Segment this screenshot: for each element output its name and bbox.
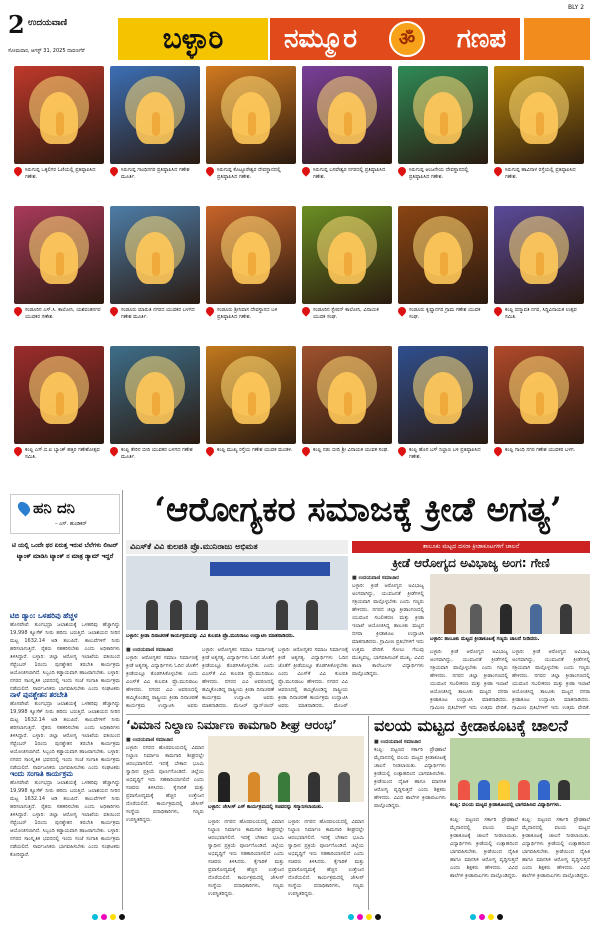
brief-heading: ಇಂದು ಸಂಗಾತಿ ಕಾರ್ಯಕ್ರಮ xyxy=(10,770,73,778)
photo-trunk xyxy=(344,252,352,276)
section-divider xyxy=(126,714,590,715)
gallery-caption-text: ಕಂಪ್ಲಿ ಮುಖ್ಯ ರಸ್ತೆಯ ಗಣೇಶ ಯುವಕ ಮಂಡಳಿ. xyxy=(217,447,293,453)
zonal-body-col2: ಕಂಪ್ಲಿ: ಪಟ್ಟಣದ ಸರ್ಕಾರಿ ಪ್ರೌಢಶಾಲೆ ಮೈದಾನದಲ್ಲಿ ವಲಯ ಮಟ್ಟದ ಕ್ರೀಡಾಕೂಟಕ್ಕೆ ಚಾಲನೆ ನೀಡಲಾಯಿತು. ವಿದ್ಯಾರ್ಥಿಗಳು ಕ್ರೀಡೆಯಲ್ಲಿ ಉತ್ಸಾಹದಿಂದ ಭಾಗವಹಿಸಬೇಕು. ಕ್ರೀಡೆಯಿಂದ ದೈಹಿಕ ಹಾಗೂ ಮಾನಸಿಕ ಆರೋಗ್ಯ ವೃದ್ಧಿಸುತ್ತದೆ ಎಂದು ಶಿಕ್ಷಕರು ಹೇಳಿದರು. ವಿವಿಧ ಶಾಲೆಗಳ ಕ್ರೀಡಾಪಟುಗಳು ಪಾಲ್ಗೊಂಡಿದ್ದರು. xyxy=(450,817,518,879)
right-body-text: ಬಳ್ಳಾರಿ: ಕ್ರೀಡೆ ಆರೋಗ್ಯದ ಅವಿಭಾಜ್ಯ ಅಂಗವಾಗಿದ್ದು, ಯುವಜನತೆ ಕ್ರೀಡೆಗಳಲ್ಲಿ ಸಕ್ರಿಯವಾಗಿ ಪಾಲ್ಗೊಳ್ಳಬೇಕು ಎಂದು ಗಣ್ಯರು ಹೇಳಿದರು. ನಗರದ ಜಿಲ್ಲಾ ಕ್ರೀಡಾಂಗಣದಲ್ಲಿ ಯುವಜನ ಸಬಲೀಕರಣ ಮತ್ತು ಕ್ರೀಡಾ ಇಲಾಖೆ ಆಯೋಜಿಸಿದ್ದ ತಾಲೂಕು ಮಟ್ಟದ ದಸರಾ ಕ್ರೀಡಾಕೂಟ ಉದ್ಘಾಟಿಸಿ ಮಾತನಾಡಿದರು. ಗ್ರಾಮೀಣ ಪ್ರತಿಭೆಗಳಿಗೆ ಇದು ಉತ್ತಮ ವೇದಿಕೆ. ಸೋಲು ಗೆಲುವು ಮುಖ್ಯವಲ್ಲ, ಭಾಗವಹಿಸುವಿಕೆ ಮುಖ್ಯ. ವಿವಿಧ ಶಾಲಾ ಕಾಲೇಜುಗಳ ವಿದ್ಯಾರ್ಥಿಗಳು ಪಾಲ್ಗೊಂಡಿದ್ದರು. xyxy=(352,583,424,677)
ganesha-photo xyxy=(110,66,200,164)
registration-marks xyxy=(92,914,125,920)
gallery-item xyxy=(398,66,488,181)
lead-photo-caption: ಬಳ್ಳಾರಿ: ಕ್ರೀಡಾ ದಿನಾಚರಣೆ ಕಾರ್ಯಕ್ರಮವನ್ನು ವಿವಿ ಕುಲಪತಿ ಪ್ರೊ.ಮುನಿರಾಜು ಉದ್ಘಾಟಿಸಿ ಮಾತನಾಡಿದರು. xyxy=(126,633,295,639)
gallery-item xyxy=(302,66,392,181)
gallery-item xyxy=(206,346,296,461)
registration-dot xyxy=(470,914,476,920)
zonal-body-col3: ಕಂಪ್ಲಿ: ಪಟ್ಟಣದ ಸರ್ಕಾರಿ ಪ್ರೌಢಶಾಲೆ ಮೈದಾನದಲ್ಲಿ ವಲಯ ಮಟ್ಟದ ಕ್ರೀಡಾಕೂಟಕ್ಕೆ ಚಾಲನೆ ನೀಡಲಾಯಿತು. ವಿದ್ಯಾರ್ಥಿಗಳು ಕ್ರೀಡೆಯಲ್ಲಿ ಉತ್ಸಾಹದಿಂದ ಭಾಗವಹಿಸಬೇಕು. ಕ್ರೀಡೆಯಿಂದ ದೈಹಿಕ ಹಾಗೂ ಮಾನಸಿಕ ಆರೋಗ್ಯ ವೃದ್ಧಿಸುತ್ತದೆ ಎಂದು ಶಿಕ್ಷಕರು ಹೇಳಿದರು. ವಿವಿಧ ಶಾಲೆಗಳ ಕ್ರೀಡಾಪಟುಗಳು ಪಾಲ್ಗೊಂಡಿದ್ದರು. xyxy=(522,817,590,879)
ganesha-photo xyxy=(14,206,104,304)
lead-subhead: ವಿಎಸ್‌ಕೆ ವಿವಿ ಕುಲಪತಿ ಪ್ರೊ.ಮುನಿರಾಜು ಅಭಿಮತ xyxy=(126,540,348,554)
dateline: ■ ಉದಯವಾಣಿ ಸಮಾಚಾರ xyxy=(126,737,173,743)
gallery-item xyxy=(494,346,584,461)
registration-dot xyxy=(348,914,354,920)
gallery-item xyxy=(110,346,200,461)
photo-trunk xyxy=(536,252,544,276)
photo-trunk xyxy=(344,392,352,416)
registration-dot xyxy=(119,914,125,920)
ganesha-photo xyxy=(398,346,488,444)
photo-trunk xyxy=(248,112,256,136)
gallery-item xyxy=(494,206,584,321)
photo-person xyxy=(306,600,318,630)
gallery-caption-text: ಸಂಡೂರು ಕೃಷ್ಣಾನಗರ ಗ್ರಾಮ ಗಣೇಶ ಯುವಕ ಸಂಘ. xyxy=(409,307,481,320)
banner-ornament xyxy=(524,18,590,60)
gallery-item xyxy=(302,206,392,321)
airport-body xyxy=(126,736,204,910)
airport-photo xyxy=(208,736,364,802)
brief-body: ಹೊಸಪೇಟೆ: ತುಂಗಭದ್ರಾ ಜಲಾಶಯಕ್ಕೆ ಒಳಹರಿವು ಹೆಚ್ಚಾಗಿದ್ದು 19,998 ಕ್ಯೂಸೆಕ್ ನೀರು ಹರಿದು ಬರುತ್ತಿದೆ. ಜಲಾಶಯದ ನೀರಿನ ಮಟ್ಟ 1632.14 ಅಡಿ ತಲುಪಿದೆ. ಕಾಲುವೆಗಳಿಗೆ ನೀರು ಹರಿಸಲಾಗುತ್ತಿದೆ. ರೈತರು ಸಹಕರಿಸಬೇಕು ಎಂದು ಅಧಿಕಾರಿಗಳು ತಿಳಿಸಿದ್ದಾರೆ. ಬಳ್ಳಾರಿ: ಜಿಲ್ಲಾ ಆರೋಗ್ಯ ಇಲಾಖೆಯ ವತಿಯಿಂದ ಸೆಪ್ಟೆಂಬರ್ 1ರಂದು ಪುನಶ್ಚೇತನ ತರಬೇತಿ ಕಾರ್ಯಕ್ರಮ ಆಯೋಜಿಸಲಾಗಿದೆ. ಸಿಬ್ಬಂದಿ ಕಡ್ಡಾಯವಾಗಿ ಹಾಜರಾಗಬೇಕು. ಬಳ್ಳಾರಿ: ನಗರದ ಸಾಂಸ್ಕೃತಿಕ ಭವನದಲ್ಲಿ ಇಂದು ಸಂಜೆ ಸಂಗಾತಿ ಕಾರ್ಯಕ್ರಮ ನಡೆಯಲಿದೆ. ಸಾರ್ವಜನಿಕರು ಭಾಗವಹಿಸಬೇಕು ಎಂದು ಸಂಘಟಕರು xyxy=(10,701,120,770)
right-body-col2: ಬಳ್ಳಾರಿ: ಕ್ರೀಡೆ ಆರೋಗ್ಯದ ಅವಿಭಾಜ್ಯ ಅಂಗವಾಗಿದ್ದು, ಯುವಜನತೆ ಕ್ರೀಡೆಗಳಲ್ಲಿ ಸಕ್ರಿಯವಾಗಿ ಪಾಲ್ಗೊಳ್ಳಬೇಕು ಎಂದು ಗಣ್ಯರು ಹೇಳಿದರು. ನಗರದ ಜಿಲ್ಲಾ ಕ್ರೀಡಾಂಗಣದಲ್ಲಿ ಯುವಜನ ಸಬಲೀಕರಣ ಮತ್ತು ಕ್ರೀಡಾ ಇಲಾಖೆ ಆಯೋಜಿಸಿದ್ದ ತಾಲೂಕು ಮಟ್ಟದ ದಸರಾ ಕ್ರೀಡಾಕೂಟ ಉದ್ಘಾಟಿಸಿ ಮಾತನಾಡಿದರು. ಗ್ರಾಮೀಣ ಪ್ರತಿಭೆಗಳಿಗೆ ಇದು ಉತ್ತಮ ವೇದಿಕೆ. xyxy=(430,649,508,710)
location-pin-icon xyxy=(206,167,216,177)
registration-dot xyxy=(479,914,485,920)
gallery-caption xyxy=(302,167,392,181)
registration-marks xyxy=(470,914,503,920)
ganesha-photo xyxy=(302,346,392,444)
photo-person xyxy=(248,772,260,802)
location-pin-icon xyxy=(14,307,24,317)
airport-headline: ‘ವಿಮಾನ ನಿಲ್ದಾಣ ನಿರ್ಮಾಣ ಕಾಮಗಾರಿ ಶೀಘ್ರ ಆರಂಭ’ xyxy=(126,718,337,732)
gallery-caption xyxy=(302,447,392,461)
gallery-item xyxy=(398,206,488,321)
brief-heading: ಟಿಬಿ ಡ್ಯಾಂ: ಒಳಹರಿವು ಹೆಚ್ಚಳ xyxy=(10,612,78,620)
page-number: 2 xyxy=(8,10,25,39)
location-pin-icon xyxy=(302,447,312,457)
photo-person xyxy=(500,604,512,634)
registration-dot xyxy=(488,914,494,920)
photo-trunk xyxy=(152,392,160,416)
ganesha-icon: ॐ xyxy=(389,21,425,57)
registration-dot xyxy=(497,914,503,920)
column-divider xyxy=(368,716,369,910)
ganesha-photo xyxy=(302,206,392,304)
registration-dot xyxy=(92,914,98,920)
gallery-caption xyxy=(206,447,296,461)
gallery-caption-text: ಕಂಪ್ಲಿ ಹೊಸ ಬಸ್ ನಿಲ್ದಾಣ ಬಳಿ ಪ್ರತಿಷ್ಠಾಪಿಸಿದ ಗಣೇಶ. xyxy=(409,447,481,460)
location-pin-icon xyxy=(206,447,216,457)
gallery-caption-text: ಸಂಡೂರು ಶ್ರೀನಿವಾಸ ದೇವಸ್ಥಾನದ ಬಳಿ ಪ್ರತಿಷ್ಠಾಪಿಸಿದ ಗಣೇಶ. xyxy=(217,307,278,320)
festival-title: ನಮ್ಮೂರ xyxy=(284,23,358,54)
photo-person xyxy=(338,772,350,802)
gallery-caption xyxy=(206,167,296,181)
dateline: ■ ಉದಯವಾಣಿ ಸಮಾಚಾರ xyxy=(352,575,399,581)
left-briefs xyxy=(10,612,120,908)
photo-person xyxy=(218,772,230,802)
gallery-caption-text: ಸಂಡೂರು ಮಾರುತಿ ನಗರದ ಯುವಕರ ಬಳಗದ ಗಣೇಶ ಮೂರ್ತಿ. xyxy=(121,307,195,320)
photo-person xyxy=(498,780,510,800)
ganesha-photo xyxy=(398,66,488,164)
ganesha-photo xyxy=(494,206,584,304)
photo-trunk xyxy=(440,252,448,276)
brand-name: ಉದಯವಾಣಿ xyxy=(28,18,68,28)
ganesha-photo xyxy=(494,346,584,444)
photo-trunk xyxy=(56,252,64,276)
zonal-photo xyxy=(450,738,590,800)
lead-body-col3: ಬಳ್ಳಾರಿ: ಆರೋಗ್ಯಕರ ಸಮಾಜ ನಿರ್ಮಾಣಕ್ಕೆ ಕ್ರೀಡೆ ಅತ್ಯಗತ್ಯ. ವಿದ್ಯಾರ್ಥಿಗಳು ಓದಿನ ಜೊತೆಗೆ ಕ್ರೀಡೆಯಲ್ಲೂ ತೊಡಗಿಸಿಕೊಳ್ಳಬೇಕು ಎಂದು ವಿಎಸ್‌ಕೆ ವಿವಿ ಕುಲಪತಿ ಪ್ರೊ.ಮುನಿರಾಜು ಹೇಳಿದರು. ನಗರದ ವಿವಿ ಆವರಣದಲ್ಲಿ ಹಮ್ಮಿಕೊಂಡಿದ್ದ ರಾಷ್ಟ್ರೀಯ ಕ್ರೀಡಾ ದಿನಾಚರಣೆ ಕಾರ್ಯಕ್ರಮ ಉದ್ಘಾಟಿಸಿ ಅವರು ಮಾತನಾಡಿದರು. ಮೇಜರ್ xyxy=(278,647,348,709)
photo-person xyxy=(276,600,288,630)
festival-banner xyxy=(270,18,520,60)
ganesha-photo xyxy=(206,346,296,444)
gallery-caption xyxy=(206,307,296,321)
column-divider xyxy=(122,490,123,910)
registration-dot xyxy=(357,914,363,920)
gallery-item xyxy=(206,206,296,321)
photo-person xyxy=(458,780,470,800)
ganesha-photo xyxy=(14,66,104,164)
ganesha-photo xyxy=(206,206,296,304)
gallery-caption-text: ಸಿರುಗುಪ್ಪ ಬಸವೇಶ್ವರ ನಗರದಲ್ಲಿ ಪ್ರತಿಷ್ಠಾಪಿಸಿದ ಗಣೇಶ. xyxy=(313,167,386,180)
zonal-headline: ವಲಯ ಮಟ್ಟದ ಕ್ರೀಡಾಕೂಟಕ್ಕೆ ಚಾಲನೆ xyxy=(374,716,568,735)
column-title: ಹನಿ ದನಿ xyxy=(33,499,75,517)
gallery-caption xyxy=(398,167,488,181)
photo-trunk xyxy=(248,252,256,276)
zonal-body xyxy=(374,738,446,910)
photo-person xyxy=(560,604,572,634)
gallery-item xyxy=(14,346,104,461)
gallery-caption-text: ಕಂಪ್ಲಿ ತೇರಿನ ಬೀದಿ ಯುವಕರ ಬಳಗದ ಗಣೇಶ ಮೂರ್ತಿ. xyxy=(121,447,193,460)
right-photo-caption: ಬಳ್ಳಾರಿ: ತಾಲೂಕು ಮಟ್ಟದ ಕ್ರೀಡಾಕೂಟಕ್ಕೆ ಗಣ್ಯರು ಚಾಲನೆ ನೀಡಿದರು. xyxy=(430,636,540,642)
location-pin-icon xyxy=(302,167,312,177)
location-pin-icon xyxy=(398,167,408,177)
poem-text: ಟಿ ಯಲ್ಲಿ ಒಂದೇ ಥರ ಏರುತ್ತ ಇರುವ ಬೆಲೆಗಳು ಲೀಟರ್ ಟ್ಯಾಂಕ್ ಮಾಡಿಸಿ ಟ್ಯಾಂಕ್ ನ ಮಾತ್ರ ಡ್ಯಾಮ್ ಇದ್ದರೆ xyxy=(11,542,119,560)
gallery-item xyxy=(14,66,104,181)
date-line: ಸೋಮವಾರ, ಆಗಸ್ಟ್ 31, 2025 ದಾವಣಗೆರೆ xyxy=(8,48,85,54)
lead-headline: ‘ಆರೋಗ್ಯಕರ ಸಮಾಜಕ್ಕೆ ಕ್ರೀಡೆ ಅಗತ್ಯ’ xyxy=(154,490,562,530)
airport-body-col3: ಬಳ್ಳಾರಿ: ನಗರದ ಹೊರವಲಯದಲ್ಲಿ ವಿಮಾನ ನಿಲ್ದಾಣ ನಿರ್ಮಾಣ ಕಾಮಗಾರಿ ಶೀಘ್ರದಲ್ಲೇ ಆರಂಭವಾಗಲಿದೆ. ಇದಕ್ಕೆ ಬೇಕಾದ ಭೂಮಿ ಸ್ವಾಧೀನ ಪ್ರಕ್ರಿಯೆ ಪೂರ್ಣಗೊಂಡಿದೆ. ಜಿಲ್ಲೆಯ ಅಭಿವೃದ್ಧಿಗೆ ಇದು ಸಹಕಾರಿಯಾಗಲಿದೆ ಎಂದು ಸಚಿವರು ತಿಳಿಸಿದರು. ಕೈಗಾರಿಕೆ ಮತ್ತು ಪ್ರವಾಸೋದ್ಯಮಕ್ಕೆ ಹೆಚ್ಚಿನ ಉತ್ತೇಜನ ದೊರೆಯಲಿದೆ. ಕಾರ್ಯಕ್ರಮದಲ್ಲಿ ಜೇಸೀಸ್ ಸಂಸ್ಥೆಯ ಪದಾಧಿಕಾರಿಗಳು, ಗಣ್ಯರು ಉಪಸ್ಥಿತರಿದ್ದರು. xyxy=(288,819,364,897)
photo-trunk xyxy=(440,112,448,136)
gallery-item xyxy=(110,66,200,181)
brief-body: ಹೊಸಪೇಟೆ: ತುಂಗಭದ್ರಾ ಜಲಾಶಯಕ್ಕೆ ಒಳಹರಿವು ಹೆಚ್ಚಾಗಿದ್ದು 19,998 ಕ್ಯೂಸೆಕ್ ನೀರು ಹರಿದು ಬರುತ್ತಿದೆ. ಜಲಾಶಯದ ನೀರಿನ ಮಟ್ಟ 1632.14 ಅಡಿ ತಲುಪಿದೆ. ಕಾಲುವೆಗಳಿಗೆ ನೀರು ಹರಿಸಲಾಗುತ್ತಿದೆ. ರೈತರು ಸಹಕರಿಸಬೇಕು ಎಂದು ಅಧಿಕಾರಿಗಳು ತಿಳಿಸಿದ್ದಾರೆ. ಬಳ್ಳಾರಿ: ಜಿಲ್ಲಾ ಆರೋಗ್ಯ ಇಲಾಖೆಯ ವತಿಯಿಂದ ಸೆಪ್ಟೆಂಬರ್ 1ರಂದು ಪುನಶ್ಚೇತನ ತರಬೇತಿ ಕಾರ್ಯಕ್ರಮ ಆಯೋಜಿಸಲಾಗಿದೆ. ಸಿಬ್ಬಂದಿ ಕಡ್ಡಾಯವಾಗಿ ಹಾಜರಾಗಬೇಕು. ಬಳ್ಳಾರಿ: ನಗರದ ಸಾಂಸ್ಕೃತಿಕ ಭವನದಲ್ಲಿ ಇಂದು ಸಂಜೆ ಸಂಗಾತಿ ಕಾರ್ಯಕ್ರಮ ನಡೆಯಲಿದೆ. ಸಾರ್ವಜನಿಕರು ಭಾಗವಹಿಸಬೇಕು ಎಂದು ಸಂಘಟಕರು ಕೋರಿದ್ದಾರೆ. xyxy=(10,780,120,858)
masthead-left xyxy=(8,10,114,60)
right-body-col3: ಬಳ್ಳಾರಿ: ಕ್ರೀಡೆ ಆರೋಗ್ಯದ ಅವಿಭಾಜ್ಯ ಅಂಗವಾಗಿದ್ದು, ಯುವಜನತೆ ಕ್ರೀಡೆಗಳಲ್ಲಿ ಸಕ್ರಿಯವಾಗಿ ಪಾಲ್ಗೊಳ್ಳಬೇಕು ಎಂದು ಗಣ್ಯರು ಹೇಳಿದರು. ನಗರದ ಜಿಲ್ಲಾ ಕ್ರೀಡಾಂಗಣದಲ್ಲಿ ಯುವಜನ ಸಬಲೀಕರಣ ಮತ್ತು ಕ್ರೀಡಾ ಇಲಾಖೆ ಆಯೋಜಿಸಿದ್ದ ತಾಲೂಕು ಮಟ್ಟದ ದಸರಾ ಕ್ರೀಡಾಕೂಟ ಉದ್ಘಾಟಿಸಿ ಮಾತನಾಡಿದರು. ಗ್ರಾಮೀಣ ಪ್ರತಿಭೆಗಳಿಗೆ ಇದು ಉತ್ತಮ ವೇದಿಕೆ. xyxy=(512,649,590,710)
gallery-item xyxy=(206,66,296,181)
airport-body-col2: ಬಳ್ಳಾರಿ: ನಗರದ ಹೊರವಲಯದಲ್ಲಿ ವಿಮಾನ ನಿಲ್ದಾಣ ನಿರ್ಮಾಣ ಕಾಮಗಾರಿ ಶೀಘ್ರದಲ್ಲೇ ಆರಂಭವಾಗಲಿದೆ. ಇದಕ್ಕೆ ಬೇಕಾದ ಭೂಮಿ ಸ್ವಾಧೀನ ಪ್ರಕ್ರಿಯೆ ಪೂರ್ಣಗೊಂಡಿದೆ. ಜಿಲ್ಲೆಯ ಅಭಿವೃದ್ಧಿಗೆ ಇದು ಸಹಕಾರಿಯಾಗಲಿದೆ ಎಂದು ಸಚಿವರು ತಿಳಿಸಿದರು. ಕೈಗಾರಿಕೆ ಮತ್ತು ಪ್ರವಾಸೋದ್ಯಮಕ್ಕೆ ಹೆಚ್ಚಿನ ಉತ್ತೇಜನ ದೊರೆಯಲಿದೆ. ಕಾರ್ಯಕ್ರಮದಲ್ಲಿ ಜೇಸೀಸ್ ಸಂಸ್ಥೆಯ ಪದಾಧಿಕಾರಿಗಳು, ಗಣ್ಯರು ಉಪಸ್ಥಿತರಿದ್ದರು. xyxy=(208,819,284,897)
lead-photo xyxy=(126,556,348,630)
photo-trunk xyxy=(248,392,256,416)
zonal-photo-caption: ಕಂಪ್ಲಿ: ವಲಯ ಮಟ್ಟದ ಕ್ರೀಡಾಕೂಟದಲ್ಲಿ ಭಾಗವಹಿಸಿದ ವಿದ್ಯಾರ್ಥಿಗಳು. xyxy=(450,802,562,808)
photo-person xyxy=(278,772,290,802)
gallery-caption xyxy=(110,167,200,181)
gallery-caption-text: ಸಂಡೂರಿನ ಎಸ್.ಸಿ. ಕಾಲೋನಿ, ಯಶವಂತನಗರ ಯುವಕರ ಗಣೇಶ. xyxy=(25,307,101,320)
gallery-caption xyxy=(398,307,488,321)
registration-dot xyxy=(375,914,381,920)
location-pin-icon xyxy=(206,307,216,317)
ganesha-photo xyxy=(494,66,584,164)
gallery-caption-text: ಕಂಪ್ಲಿ ಪದ್ಮಾವತಿ ನಗರ, ಸಿದ್ಧಿವಿನಾಯಕ ಉತ್ಸವ ಸಮಿತಿ. xyxy=(505,307,577,320)
photo-person xyxy=(518,780,530,800)
festival-title-right: ಗಣಪ xyxy=(456,23,506,54)
right-headline: ಕ್ರೀಡೆ ಆರೋಗ್ಯದ ಅವಿಭಾಜ್ಯ ಅಂಗ: ಗೇಣಿ xyxy=(392,556,550,570)
gallery-caption-text: ಸಿರುಗುಪ್ಪ ಒಕ್ಕಲಿಗರ ಓಣಿಯಲ್ಲಿ ಪ್ರತಿಷ್ಠಾಪಿಸಿದ ಗಣೇಶ. xyxy=(25,167,96,180)
registration-marks xyxy=(348,914,381,920)
location-pin-icon xyxy=(494,307,504,317)
location-pin-icon xyxy=(494,167,504,177)
right-photo xyxy=(430,574,590,634)
location-pin-icon xyxy=(14,167,24,177)
photo-person xyxy=(196,600,208,630)
photo-trunk xyxy=(536,392,544,416)
photo-person xyxy=(558,780,570,800)
photo-person xyxy=(470,604,482,634)
gallery-caption xyxy=(398,447,488,461)
photo-person xyxy=(170,600,182,630)
ganesha-photo xyxy=(302,66,392,164)
photo-trunk xyxy=(152,112,160,136)
gallery-caption xyxy=(14,447,104,461)
gallery-caption-text: ಸಿರುಗುಪ್ಪ ಹಾವಿನಾಳ ರಸ್ತೆಯಲ್ಲಿ ಪ್ರತಿಷ್ಠಾಪಿಸಿದ ಗಣೇಶ. xyxy=(505,167,576,180)
gallery-caption xyxy=(110,307,200,321)
gallery-item xyxy=(398,346,488,461)
photo-trunk xyxy=(56,112,64,136)
photo-person xyxy=(444,604,456,634)
photo-trunk xyxy=(56,392,64,416)
location-pin-icon xyxy=(398,447,408,457)
photo-trunk xyxy=(440,392,448,416)
airport-body-text: ಬಳ್ಳಾರಿ: ನಗರದ ಹೊರವಲಯದಲ್ಲಿ ವಿಮಾನ ನಿಲ್ದಾಣ ನಿರ್ಮಾಣ ಕಾಮಗಾರಿ ಶೀಘ್ರದಲ್ಲೇ ಆರಂಭವಾಗಲಿದೆ. ಇದಕ್ಕೆ ಬೇಕಾದ ಭೂಮಿ ಸ್ವಾಧೀನ ಪ್ರಕ್ರಿಯೆ ಪೂರ್ಣಗೊಂಡಿದೆ. ಜಿಲ್ಲೆಯ ಅಭಿವೃದ್ಧಿಗೆ ಇದು ಸಹಕಾರಿಯಾಗಲಿದೆ ಎಂದು ಸಚಿವರು ತಿಳಿಸಿದರು. ಕೈಗಾರಿಕೆ ಮತ್ತು ಪ್ರವಾಸೋದ್ಯಮಕ್ಕೆ ಹೆಚ್ಚಿನ ಉತ್ತೇಜನ ದೊರೆಯಲಿದೆ. ಕಾರ್ಯಕ್ರಮದಲ್ಲಿ ಜೇಸೀಸ್ ಸಂಸ್ಥೆಯ ಪದಾಧಿಕಾರಿಗಳು, ಗಣ್ಯರು ಉಪಸ್ಥಿತರಿದ್ದರು. xyxy=(126,745,204,823)
right-body xyxy=(352,574,424,710)
photo-trunk xyxy=(152,252,160,276)
gallery-caption xyxy=(302,307,392,321)
dateline: ■ ಉದಯವಾಣಿ ಸಮಾಚಾರ xyxy=(126,647,173,653)
gallery-caption xyxy=(14,307,104,321)
airport-photo-caption: ಬಳ್ಳಾರಿ: ಜೇಸೀಸ್ ಎಸ್ ಕಾರ್ಯಕ್ರಮದಲ್ಲಿ ಸಚಿವರನ್ನು ಸನ್ಮಾನಿಸಲಾಯಿತು. xyxy=(208,804,324,810)
ganesha-photo xyxy=(110,346,200,444)
dateline: ■ ಉದಯವಾಣಿ ಸಮಾಚಾರ xyxy=(374,739,421,745)
zonal-body-text: ಕಂಪ್ಲಿ: ಪಟ್ಟಣದ ಸರ್ಕಾರಿ ಪ್ರೌಢಶಾಲೆ ಮೈದಾನದಲ್ಲಿ ವಲಯ ಮಟ್ಟದ ಕ್ರೀಡಾಕೂಟಕ್ಕೆ ಚಾಲನೆ ನೀಡಲಾಯಿತು. ವಿದ್ಯಾರ್ಥಿಗಳು ಕ್ರೀಡೆಯಲ್ಲಿ ಉತ್ಸಾಹದಿಂದ ಭಾಗವಹಿಸಬೇಕು. ಕ್ರೀಡೆಯಿಂದ ದೈಹಿಕ ಹಾಗೂ ಮಾನಸಿಕ ಆರೋಗ್ಯ ವೃದ್ಧಿಸುತ್ತದೆ ಎಂದು ಶಿಕ್ಷಕರು ಹೇಳಿದರು. ವಿವಿಧ ಶಾಲೆಗಳ ಕ್ರೀಡಾಪಟುಗಳು ಪಾಲ್ಗೊಂಡಿದ್ದರು. xyxy=(374,747,446,809)
location-pin-icon xyxy=(14,447,24,457)
gallery-caption xyxy=(14,167,104,181)
ganesha-photo xyxy=(14,346,104,444)
gallery-item xyxy=(110,206,200,321)
location-pin-icon xyxy=(110,447,120,457)
photo-person xyxy=(478,780,490,800)
location-pin-icon xyxy=(398,307,408,317)
section-strip: ತಾಲೂಕು ಮಟ್ಟದ ದಸರಾ ಕ್ರೀಡಾಕೂಟಗಳಿಗೆ ಚಾಲನೆ xyxy=(352,541,590,553)
gallery-caption-text: ಸಿರುಗುಪ್ಪ ಕೊಟ್ಟೂರೇಶ್ವರ ದೇವಸ್ಥಾನದಲ್ಲಿ ಪ್ರತಿಷ್ಠಾಪಿಸಿದ ಗಣೇಶ. xyxy=(217,167,281,180)
city-banner: ಬಳ್ಳಾರಿ xyxy=(118,18,268,60)
brief-body: ಹೊಸಪೇಟೆ: ತುಂಗಭದ್ರಾ ಜಲಾಶಯಕ್ಕೆ ಒಳಹರಿವು ಹೆಚ್ಚಾಗಿದ್ದು 19,998 ಕ್ಯೂಸೆಕ್ ನೀರು ಹರಿದು ಬರುತ್ತಿದೆ. ಜಲಾಶಯದ ನೀರಿನ ಮಟ್ಟ 1632.14 ಅಡಿ ತಲುಪಿದೆ. ಕಾಲುವೆಗಳಿಗೆ ನೀರು ಹರಿಸಲಾಗುತ್ತಿದೆ. ರೈತರು ಸಹಕರಿಸಬೇಕು ಎಂದು ಅಧಿಕಾರಿಗಳು ತಿಳಿಸಿದ್ದಾರೆ. ಬಳ್ಳಾರಿ: ಜಿಲ್ಲಾ ಆರೋಗ್ಯ ಇಲಾಖೆಯ ವತಿಯಿಂದ ಸೆಪ್ಟೆಂಬರ್ 1ರಂದು ಪುನಶ್ಚೇತನ ತರಬೇತಿ ಕಾರ್ಯಕ್ರಮ ಆಯೋಜಿಸಲಾಗಿದೆ. ಸಿಬ್ಬಂದಿ ಕಡ್ಡಾಯವಾಗಿ ಹಾಜರಾಗಬೇಕು. ಬಳ್ಳಾರಿ: ನಗರದ ಸಾಂಸ್ಕೃತಿಕ ಭವನದಲ್ಲಿ ಇಂದು ಸಂಜೆ ಸಂಗಾತಿ ಕಾರ್ಯಕ್ರಮ ನಡೆಯಲಿದೆ. ಸಾರ್ವಜನಿಕರು ಭಾಗವಹಿಸಬೇಕು ಎಂದು ಸಂಘಟಕರು xyxy=(10,622,120,691)
registration-dot xyxy=(110,914,116,920)
gallery-caption-text: ಸಂಡೂರಿನ ಸ್ಟೇಷನ್ ಕಾಲೋನಿ, ವಿನಾಯಕ ಯುವಕ ಸಂಘ. xyxy=(313,307,379,320)
gallery-caption xyxy=(494,447,584,461)
location-pin-icon xyxy=(302,307,312,317)
photo-person xyxy=(538,780,550,800)
edition-tag: BLY 2 xyxy=(568,4,585,11)
location-pin-icon xyxy=(110,167,120,177)
photo-person xyxy=(146,600,158,630)
drop-icon xyxy=(16,500,33,517)
gallery-item xyxy=(494,66,584,181)
column-byline: – ಎಸ್. ಹುಂಡಿಕರ್ xyxy=(55,521,87,527)
ganesha-photo xyxy=(110,206,200,304)
gallery-caption-text: ಸಿರುಗುಪ್ಪ ಆಂಜನೇಯ ದೇವಸ್ಥಾನದಲ್ಲಿ ಪ್ರತಿಷ್ಠಾಪಿಸಿದ ಗಣೇಶ. xyxy=(409,167,469,180)
photo-person xyxy=(530,604,542,634)
ganesha-photo xyxy=(398,206,488,304)
gallery-caption-text: ಸಿರುಗುಪ್ಪ ಗಾಂಧಿನಗರ ಪ್ರತಿಷ್ಠಾಪಿಸಿದ ಗಣೇಶ ಮೂರ್ತಿ. xyxy=(121,167,190,180)
lead-body-col1 xyxy=(126,646,198,710)
brief-heading: ನಾಳೆ ಪುನಶ್ಚೇತನ ತರಬೇತಿ xyxy=(10,691,68,699)
registration-dot xyxy=(366,914,372,920)
photo-person xyxy=(308,772,320,802)
photo-trunk xyxy=(344,112,352,136)
location-pin-icon xyxy=(494,447,504,457)
registration-dot xyxy=(101,914,107,920)
gallery-caption-text: ಕಂಪ್ಲಿ ನಡು ಬೀದಿ ಶ್ರೀ ವಿನಾಯಕ ಯುವಕ ಸಂಘ. xyxy=(313,447,389,453)
location-pin-icon xyxy=(110,307,120,317)
lead-body-text: ಬಳ್ಳಾರಿ: ಆರೋಗ್ಯಕರ ಸಮಾಜ ನಿರ್ಮಾಣಕ್ಕೆ ಕ್ರೀಡೆ ಅತ್ಯಗತ್ಯ. ವಿದ್ಯಾರ್ಥಿಗಳು ಓದಿನ ಜೊತೆಗೆ ಕ್ರೀಡೆಯಲ್ಲೂ ತೊಡಗಿಸಿಕೊಳ್ಳಬೇಕು ಎಂದು ವಿಎಸ್‌ಕೆ ವಿವಿ ಕುಲಪತಿ ಪ್ರೊ.ಮುನಿರಾಜು ಹೇಳಿದರು. ನಗರದ ವಿವಿ ಆವರಣದಲ್ಲಿ ಹಮ್ಮಿಕೊಂಡಿದ್ದ ರಾಷ್ಟ್ರೀಯ ಕ್ರೀಡಾ ದಿನಾಚರಣೆ ಕಾರ್ಯಕ್ರಮ ಉದ್ಘಾಟಿಸಿ ಅವರು xyxy=(126,655,198,709)
gallery-caption xyxy=(110,447,200,461)
lead-body-col2: ಬಳ್ಳಾರಿ: ಆರೋಗ್ಯಕರ ಸಮಾಜ ನಿರ್ಮಾಣಕ್ಕೆ ಕ್ರೀಡೆ ಅತ್ಯಗತ್ಯ. ವಿದ್ಯಾರ್ಥಿಗಳು ಓದಿನ ಜೊತೆಗೆ ಕ್ರೀಡೆಯಲ್ಲೂ ತೊಡಗಿಸಿಕೊಳ್ಳಬೇಕು ಎಂದು ವಿಎಸ್‌ಕೆ ವಿವಿ ಕುಲಪತಿ ಪ್ರೊ.ಮುನಿರಾಜು ಹೇಳಿದರು. ನಗರದ ವಿವಿ ಆವರಣದಲ್ಲಿ ಹಮ್ಮಿಕೊಂಡಿದ್ದ ರಾಷ್ಟ್ರೀಯ ಕ್ರೀಡಾ ದಿನಾಚರಣೆ ಕಾರ್ಯಕ್ರಮ ಉದ್ಘಾಟಿಸಿ ಅವರು ಮಾತನಾಡಿದರು. ಮೇಜರ್ ಧ್ಯಾನ್‌ಚಂದ್ xyxy=(202,647,274,709)
gallery-caption-text: ಕಂಪ್ಲಿ ಗಾಂಧಿ ನಗರ ಗಣೇಶ ಯುವಕರ ಬಳಗ. xyxy=(505,447,576,453)
gallery-item xyxy=(302,346,392,461)
gallery-item xyxy=(14,206,104,321)
gallery-caption-text: ಕಂಪ್ಲಿ ಎಸ್.ಬಿ.ಐ ಬ್ಯಾಂಕ್ ಹತ್ತಿರ ಗಣೇಶೋತ್ಸವ ಸಮಿತಿ. xyxy=(25,447,100,460)
photo-trunk xyxy=(536,112,544,136)
honey-dani-box xyxy=(10,494,120,534)
gallery-caption xyxy=(494,167,584,181)
gallery-caption xyxy=(494,307,584,321)
photo-banner xyxy=(210,562,330,576)
ganesha-photo xyxy=(206,66,296,164)
